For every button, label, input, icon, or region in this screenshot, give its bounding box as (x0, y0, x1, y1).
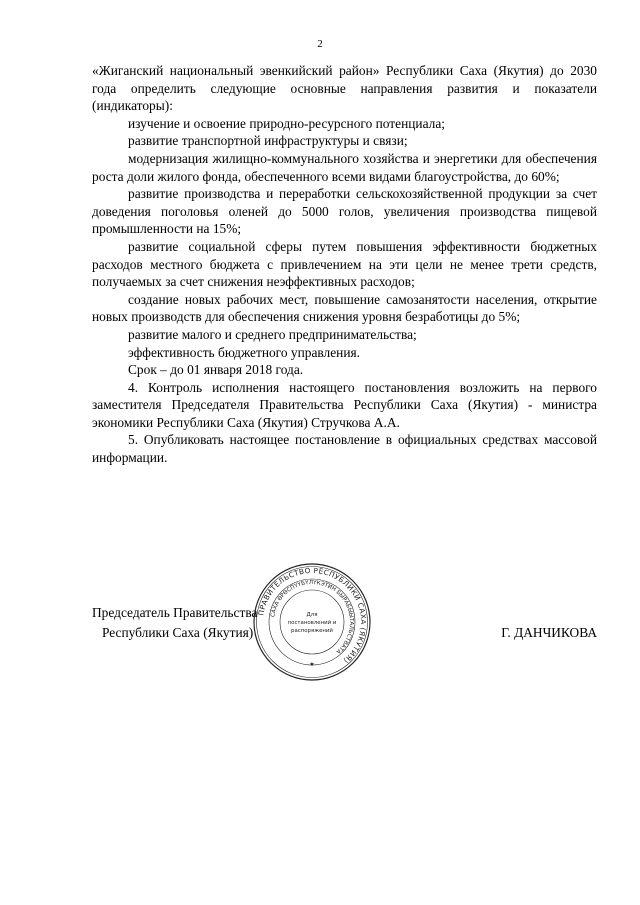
stamp-star-icon: ★ (309, 662, 315, 668)
list-item-housing: модернизация жилищно-коммунального хозяйства и энергетики для обеспечения роста доли жилого фонда, обеспеченного всеми видами благоустройства, до 60%; (92, 150, 597, 184)
clause-5: 5. Опубликовать настоящее постановление в официальных средствах массовой информации. (92, 432, 597, 466)
list-item-resources: изучение и освоение природно-ресурсного потенциала; (128, 115, 446, 131)
list-item-business: развитие малого и среднего предпринимательства; (128, 326, 417, 342)
paragraph: «Жиганский национальный эвенкийский район» Республики Саха (Якутия) до 2030 года определить следующие основные направления развития и показатели (индикаторы): (92, 63, 597, 114)
list-item-agriculture: развитие производства и переработки сельскохозяйственной продукции за счет доведения поголовья оленей до 5000 голов, увеличения производства пищевой промышленности на 15%; (92, 186, 597, 237)
list-item-jobs: создание новых рабочих мест, повышение самозанятости населения, открытие новых производств для обеспечения снижения уровня безработицы до 5%; (92, 291, 597, 325)
signatory-name: Г. ДАНЧИКОВА (501, 625, 597, 640)
signatory-title-line1: Председатель Правительства (92, 605, 258, 620)
deadline: Срок – до 01 января 2018 года. (128, 362, 304, 378)
clause-4: 4. Контроль исполнения настоящего постановления возложить на первого заместителя Председателя Правительства Республики Саха (Якутия) - министра экономики Республики Саха (Якутия) Стручкова А.А. (92, 379, 597, 430)
list-item-transport: развитие транспортной инфраструктуры и связи; (128, 133, 408, 149)
stamp-center-line-3: распоряжений (291, 628, 333, 634)
stamp-outer-text: ПРАВИТЕЛЬСТВО РЕСПУБЛИКИ САХА (ЯКУТИЯ) (256, 565, 369, 666)
stamp-center-line-1: Для (306, 612, 318, 618)
list-item-budget: эффективность бюджетного управления. (128, 344, 360, 360)
stamp-inner-text: САХА ӨРӨСПҮҮБҮЛҮКЭТИН БЫРАБЫЫТАЛЬСТВАТА (270, 579, 355, 655)
official-seal-stamp (252, 562, 372, 682)
stamp-center-line-2: постановлений и (287, 620, 337, 626)
document-body (92, 62, 597, 467)
signatory-title-line2: Республики Саха (Якутия) (102, 625, 254, 640)
list-item-social: развитие социальной сферы путем повышения эффективности бюджетных расходов местного бюджета с привлечением на эти цели не менее трети средств, получаемых за счет снижения неэффективных расходов; (92, 238, 597, 290)
page-number: 2 (317, 38, 323, 50)
